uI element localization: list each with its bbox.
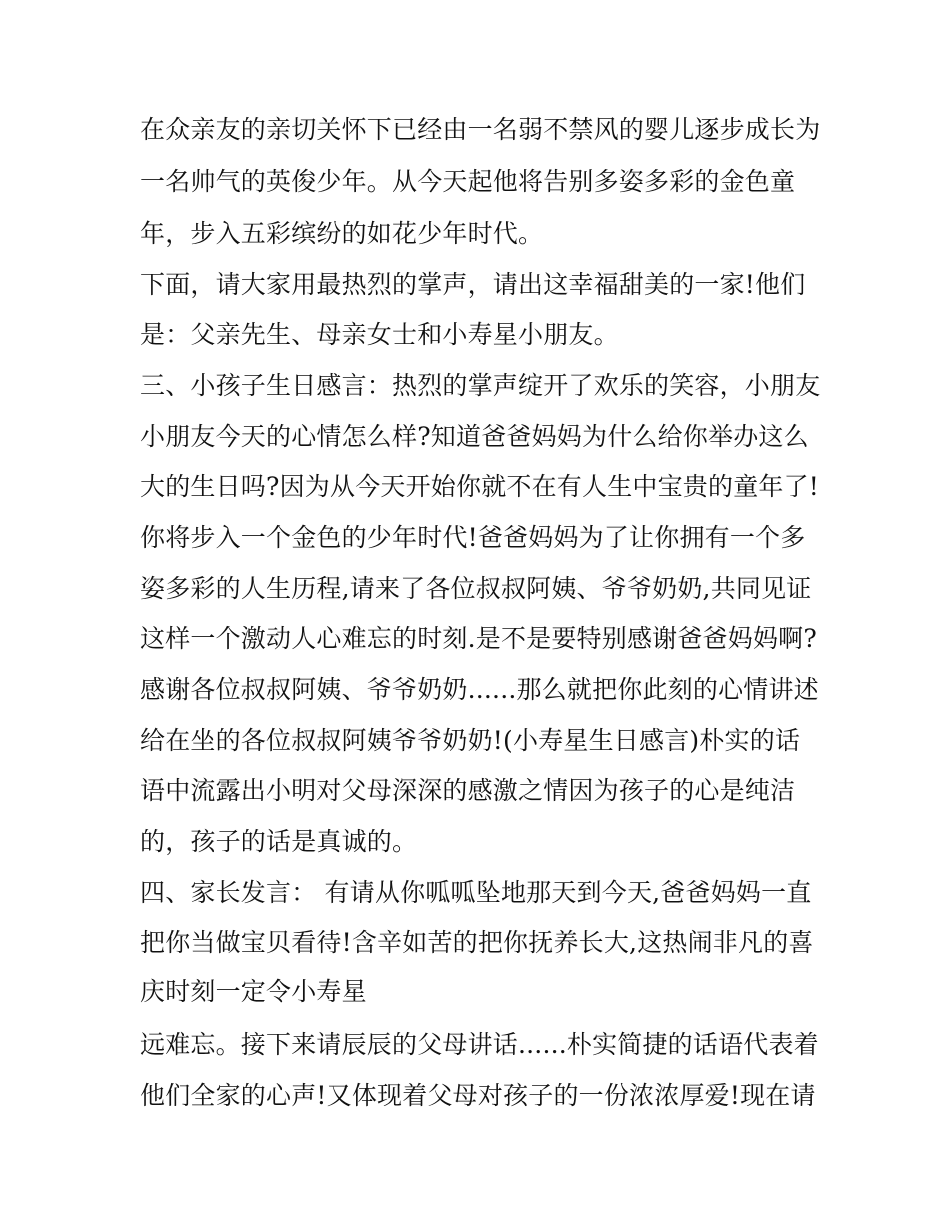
text-line: 小朋友今天的心情怎么样?知道爸爸妈妈为什么给你举办这么 — [140, 422, 809, 451]
text-line: 语中流露出小明对父母深深的感激之情因为孩子的心是纯洁 — [140, 776, 796, 805]
text-line: 在众亲友的亲切关怀下已经由一名弱不禁风的婴儿逐步成长为 — [140, 115, 821, 144]
text-line: 庆时刻一定令小寿星 — [140, 977, 367, 1006]
text-line: 把你当做宝贝看待!含辛如苦的把你抚养长大,这热闹非凡的喜 — [140, 928, 814, 957]
text-line: 他们全家的心声!又体现着父母对孩子的一份浓浓厚爱!现在请 — [140, 1081, 816, 1110]
text-line: 是：父亲先生、母亲女士和小寿星小朋友。 — [140, 320, 619, 349]
text-line: 下面，请大家用最热烈的掌声，请出这幸福甜美的一家!他们 — [140, 270, 806, 299]
text-line: 给在坐的各位叔叔阿姨爷爷奶奶!(小寿星生日感言)朴实的话 — [140, 726, 801, 755]
text-line: 远难忘。接下来请辰辰的父母讲话......朴实简捷的话语代表着 — [140, 1030, 819, 1059]
text-line: 感谢各位叔叔阿姨、爷爷奶奶......那么就把你此刻的心情讲述 — [140, 675, 819, 704]
text-line: 一名帅气的英俊少年。从今天起他将告别多姿多彩的金色童 — [140, 167, 796, 196]
text-line: 你将步入一个金色的少年时代!爸爸妈妈为了让你拥有一个多 — [140, 523, 806, 552]
text-line: 这样一个激动人心难忘的时刻.是不是要特别感谢爸爸妈妈啊? — [140, 624, 817, 653]
text-line: 四、家长发言： 有请从你呱呱坠地那天到今天,爸爸妈妈一直 — [140, 878, 812, 907]
text-line: 三、小孩子生日感言：热烈的掌声绽开了欢乐的笑容，小朋友 — [140, 371, 821, 400]
text-line: 年，步入五彩缤纷的如花少年时代。 — [140, 219, 544, 248]
text-line: 大的生日吗?因为从今天开始你就不在有人生中宝贵的童年了! — [140, 472, 820, 501]
text-line: 的，孩子的话是真诚的。 — [140, 827, 418, 856]
text-line: 姿多彩的人生历程,请来了各位叔叔阿姨、爷爷奶奶,共同见证 — [140, 574, 812, 603]
